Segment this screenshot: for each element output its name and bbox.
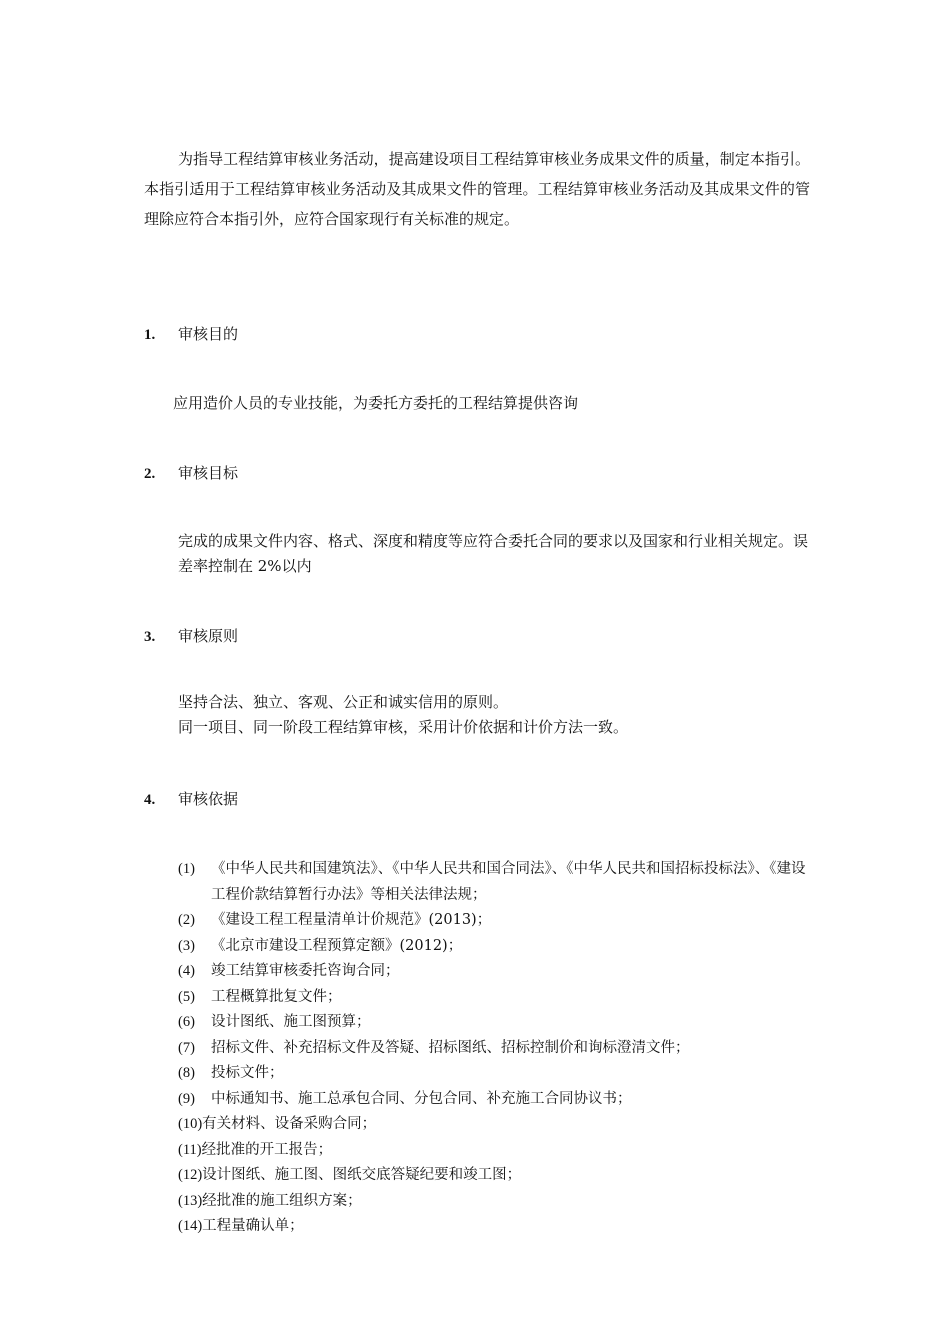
list-item [178,959,814,985]
section-heading-3 [144,625,238,648]
section-1-body [173,391,805,416]
section-number: 1. [144,327,156,343]
section-number: 3. [144,629,156,645]
list-index: (12) [178,1167,203,1183]
body-line: 完成的成果文件内容、格式、深度和精度等应符合委托合同的要求以及国家和行业相关规定。误差率控制在 2%以内 [178,532,809,575]
section-number: 4. [144,792,156,808]
list-text: 《中华人民共和国建筑法》、《中华人民共和国合同法》、《中华人民共和国招标投标法》、《建设工程价款结算暂行办法》等相关法律法规； [211,861,806,903]
list-item [178,1036,814,1062]
list-index: (8) [178,1065,195,1081]
list-text: 经批准的开工报告； [201,1141,333,1158]
list-text: 工程概算批复文件； [211,988,342,1005]
reference-list [178,857,814,1240]
list-text: 设计图纸、施工图预算； [211,1014,371,1030]
list-text: 《北京市建设工程预算定额》(2012)； [211,937,463,954]
list-item [178,1112,814,1138]
list-item [178,1189,814,1215]
section-number: 2. [144,466,156,482]
list-text: 有关材料、设备采购合同； [202,1116,377,1132]
section-heading-1 [144,323,238,346]
list-index: (7) [178,1039,195,1056]
list-text: 中标通知书、施工总承包合同、分包合同、补充施工合同协议书； [211,1090,632,1107]
list-text: 设计图纸、施工图、图纸交底答疑纪要和竣工图； [202,1167,522,1183]
body-line: 坚持合法、独立、客观、公正和诚实信用的原则。 [178,693,509,711]
list-item [178,857,814,908]
list-item [178,1138,814,1164]
section-title: 审核目的 [178,325,239,343]
section-title: 审核依据 [178,790,239,808]
list-item [178,1087,814,1113]
section-heading-2 [144,462,238,485]
list-item [178,1214,814,1240]
section-title: 审核目标 [178,464,239,482]
section-2-body [178,529,810,579]
section-title: 审核原则 [178,627,239,645]
list-text: 招标文件、补充招标文件及答疑、招标图纸、招标控制价和询标澄清文件； [211,1039,690,1056]
list-text: 《建设工程工程量清单计价规范》(2013)； [211,912,492,928]
list-item [178,1061,814,1087]
list-index: (6) [178,1014,195,1030]
list-index: (11) [178,1141,202,1158]
list-item [178,985,814,1011]
list-index: (3) [178,937,195,954]
list-item [178,1010,814,1036]
list-text: 工程量确认单； [202,1218,304,1234]
list-item [178,908,814,934]
list-item [178,934,814,960]
list-text: 竣工结算审核委托咨询合同； [211,963,400,979]
section-3-body [178,690,810,740]
list-index: (4) [178,963,195,979]
list-index: (14) [178,1218,203,1234]
body-line: 应用造价人员的专业技能，为委托方委托的工程结算提供咨询 [173,394,579,412]
list-index: (10) [178,1116,203,1132]
list-index: (5) [178,988,195,1005]
body-line: 同一项目、同一阶段工程结算审核，采用计价依据和计价方法一致。 [178,718,629,736]
list-text: 投标文件； [211,1065,284,1081]
section-heading-4 [144,788,238,811]
list-index: (9) [178,1090,195,1107]
list-item [178,1163,814,1189]
list-index: (2) [178,912,195,928]
list-index: (13) [178,1192,203,1209]
list-index: (1) [178,861,195,877]
intro-paragraph: 为指导工程结算审核业务活动，提高建设项目工程结算审核业务成果文件的质量，制定本指引。本指引适用于工程结算审核业务活动及其成果文件的管理。工程结算审核业务活动及其成果文件的管理除应符合本指引外，应符合国家现行有关标准的规定。 [144,150,810,228]
list-text: 经批准的施工组织方案； [202,1192,362,1209]
